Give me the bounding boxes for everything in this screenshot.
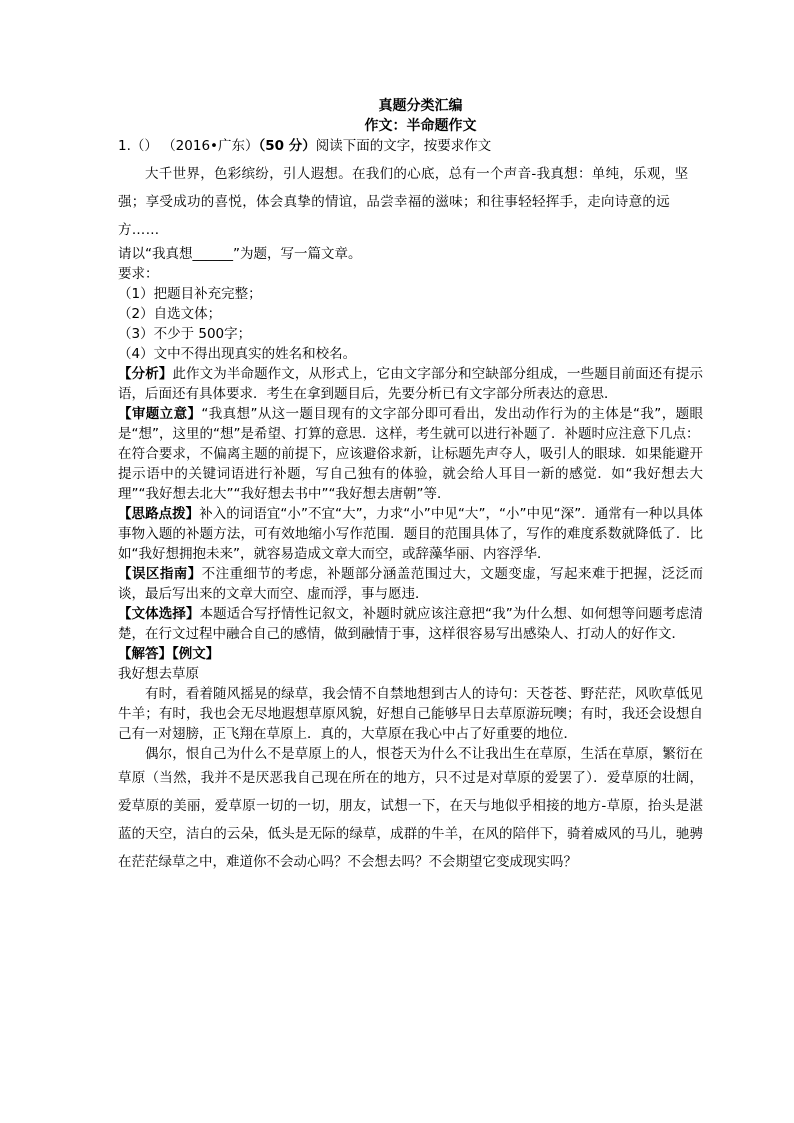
genre-section bbox=[118, 604, 703, 644]
document-title: 真题分类汇编 bbox=[378, 98, 463, 114]
answer-label bbox=[118, 644, 703, 664]
requirement-item: （1）把题目补充完整； bbox=[118, 286, 262, 302]
section-tag: 【思路点拨】 bbox=[118, 506, 200, 522]
essay-paragraph-2-rest: 草原的壮阔，爱草原的美丽，爱草原一切的一切，朋友，试想一下，在天与地似乎相接的地方-草原，抬头是湛蓝的天空，洁白的云朵，低头是无际的绿草，成群的牛羊，在风的陪伴下，骑着威风的马儿，驰骋在茫茫绿草之中，难道你不会动心吗？不会想去吗？不会期望它变成现实吗？ bbox=[118, 770, 704, 870]
topic-section bbox=[118, 404, 703, 444]
prompt-text: 大千世界，色彩缤纷，引人遐想。在我们的心底，总有一个声音-我真想：单纯，乐观，坚强；享受成功的喜悦，体会真挚的情谊，品尝幸福的滋味；和往事轻轻挥手，走向诗意的远方…… bbox=[118, 166, 689, 238]
section-tag: 【审题立意】 bbox=[118, 406, 202, 422]
requirement-item: （3）不少于 500字； bbox=[118, 326, 252, 342]
analysis-section bbox=[118, 364, 703, 404]
question-number: 1.（） bbox=[118, 138, 158, 154]
requirement-item: （2）自选文体； bbox=[118, 306, 222, 322]
requirements-label: 要求： bbox=[118, 266, 159, 282]
essay-paragraph-2-start: 偶尔，恨自己为什么不是草原上的人，恨苍天为什么不让我出生在草原，生活在草原，繁衍在草原（当然，我并不是厌恶我自己现在所在的地方，只不过是对草原的爱罢了）．爱 bbox=[118, 746, 703, 786]
section-tag: 【误区指南】 bbox=[118, 566, 202, 582]
pitfalls-section bbox=[118, 564, 703, 604]
section-text: “我真想”从这一题目现有的文字部分即可看出，发出动作行为的主体是“我”，题眼是“想”，这里的“想”是希望、打算的意思．这样，考生就可以进行补题了．补题时应注意下几点： bbox=[118, 406, 703, 442]
essay-title: 我好想去草原 bbox=[118, 666, 199, 682]
answer-tag: 【解答】【例文】 bbox=[118, 646, 220, 662]
section-text: 补入的词语宜“小”不宜“大”，力求“小”中见“大”，“小”中见“深”．通常有一种以具体事物入题的补题方法，可有效地缩小写作范围．题目的范围具体了，写作的难度系数就降低了．比如“我好想拥抱未来”，就容易造成文章大而空，或辞藻华丽、内容浮华． bbox=[118, 506, 703, 562]
topic-continued bbox=[118, 444, 703, 504]
question-score: （50 分） bbox=[258, 138, 316, 154]
question-instruction: 阅读下面的文字，按要求作文 bbox=[315, 138, 492, 154]
section-text: 本题适合写抒情性记叙文，补题时就应该注意把“我”为什么想、如何想等问题考虑清楚，在行文过程中融合自己的感情，做到融情于事，这样很容易写出感染人、打动人的好作文． bbox=[118, 606, 703, 642]
section-tag: 【分析】 bbox=[118, 366, 173, 382]
document-page bbox=[118, 96, 703, 876]
section-tag: 【文体选择】 bbox=[118, 606, 200, 622]
essay-paragraph-1: 有时，看着随风摇晃的绿草，我会情不自禁地想到古人的诗句：天苍苍、野茫茫，风吹草低见牛羊；有时，我也会无尽地遐想草原风貌，好想自己能够早日去草原游玩噢；有时，我还会设想自己有一对翅膀，正飞翔在草原上．真的，大草原在我心中占了好重要的地位． bbox=[118, 686, 703, 742]
essay-instruction: 请以“我真想______”为题，写一篇文章。 bbox=[118, 246, 362, 262]
section-text: 在符合要求，不偏离主题的前提下，应该避俗求新，让标题先声夺人，吸引人的眼球．如果能避开提示语中的关键词语进行补题，写自己独有的体验，就会给人耳目一新的感觉．如“我好想去大理”“我好想去北大”“我好想去书中”“我好想去唐朝”等． bbox=[118, 446, 703, 502]
question-source: （2016•广东） bbox=[162, 138, 259, 154]
approach-section bbox=[118, 504, 703, 564]
section-text: 此作文为半命题作文，从形式上，它由文字部分和空缺部分组成，一些题目前面还有提示语，后面还有具体要求．考生在拿到题目后，先要分析已有文字部分所表达的意思． bbox=[118, 366, 704, 402]
section-text: 不注重细节的考虑，补题部分涵盖范围过大，文题变虚，写起来难于把握，泛泛而谈，最后写出来的文章大而空、虚而浮，事与愿违． bbox=[118, 566, 704, 602]
requirement-item: （4）文中不得出现真实的姓名和校名。 bbox=[118, 346, 357, 362]
essay-paragraph-2 bbox=[118, 744, 703, 876]
question-header bbox=[118, 136, 703, 156]
document-subtitle: 作文：半命题作文 bbox=[364, 118, 477, 134]
